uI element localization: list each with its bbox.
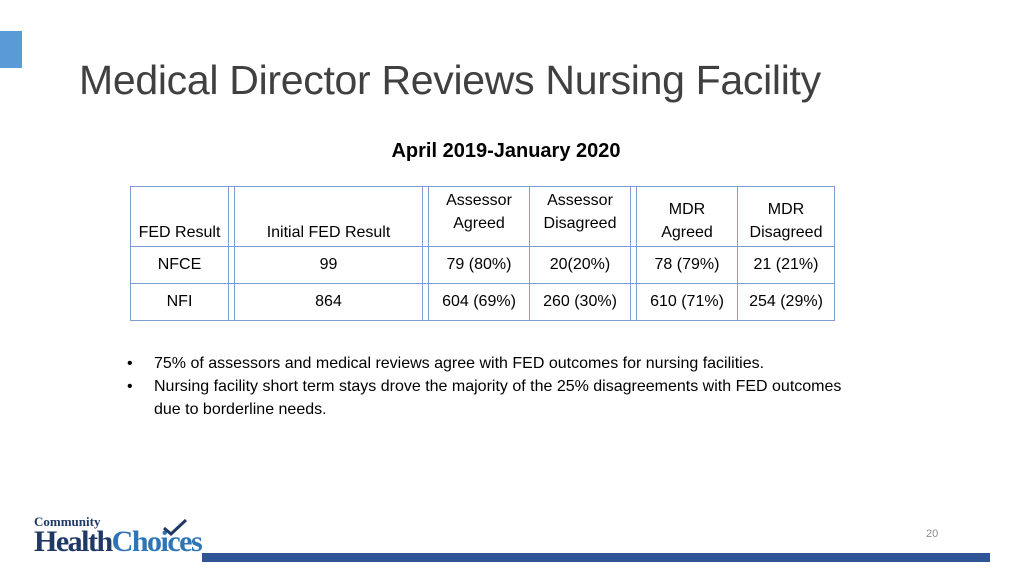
cell-mdr-disagreed: 21 (21%) xyxy=(738,247,835,284)
bullet-list xyxy=(126,352,846,421)
table-row xyxy=(131,247,835,284)
slide-title: Medical Director Reviews Nursing Facility xyxy=(79,57,821,103)
header-initial-fed-result: Initial FED Result xyxy=(235,187,423,247)
cell-assessor-disagreed: 260 (30%) xyxy=(530,284,631,321)
checkmark-icon xyxy=(162,518,188,536)
cell-assessor-disagreed: 20(20%) xyxy=(530,247,631,284)
cell-initial: 864 xyxy=(235,284,423,321)
bullet-item: • 75% of assessors and medical reviews agree with FED outcomes for nursing facilities. xyxy=(126,352,846,375)
header-mdr-disagreed: MDR Disagreed xyxy=(738,187,835,247)
logo-wordmark: HealthChoices xyxy=(34,525,202,558)
cell-mdr-agreed: 610 (71%) xyxy=(637,284,738,321)
bullet-dot-icon: • xyxy=(127,378,133,395)
table-header-row xyxy=(131,187,835,247)
header-assessor-agreed: Assessor Agreed xyxy=(429,187,530,247)
bullet-item: • Nursing facility short term stays drove the majority of the 25% disagreements with FED outcomes due to borderline needs. xyxy=(126,375,846,421)
cell-assessor-agreed: 604 (69%) xyxy=(429,284,530,321)
cell-fed-result: NFCE xyxy=(131,247,229,284)
cell-mdr-disagreed: 254 (29%) xyxy=(738,284,835,321)
header-mdr-agreed: MDR Agreed xyxy=(637,187,738,247)
cell-fed-result: NFI xyxy=(131,284,229,321)
accent-square xyxy=(0,31,22,68)
footer-bar xyxy=(202,553,990,562)
cell-initial: 99 xyxy=(235,247,423,284)
logo-community-text: Community xyxy=(34,514,101,529)
page-number: 20 xyxy=(926,528,939,540)
community-healthchoices-logo xyxy=(34,514,204,564)
cell-mdr-agreed: 78 (79%) xyxy=(637,247,738,284)
bullet-dot-icon: • xyxy=(127,355,133,372)
results-table xyxy=(130,186,835,321)
cell-assessor-agreed: 79 (80%) xyxy=(429,247,530,284)
slide-subtitle: April 2019-January 2020 xyxy=(391,140,621,162)
header-assessor-disagreed: Assessor Disagreed xyxy=(530,187,631,247)
header-fed-result: FED Result xyxy=(131,187,229,247)
table-row xyxy=(131,284,835,321)
